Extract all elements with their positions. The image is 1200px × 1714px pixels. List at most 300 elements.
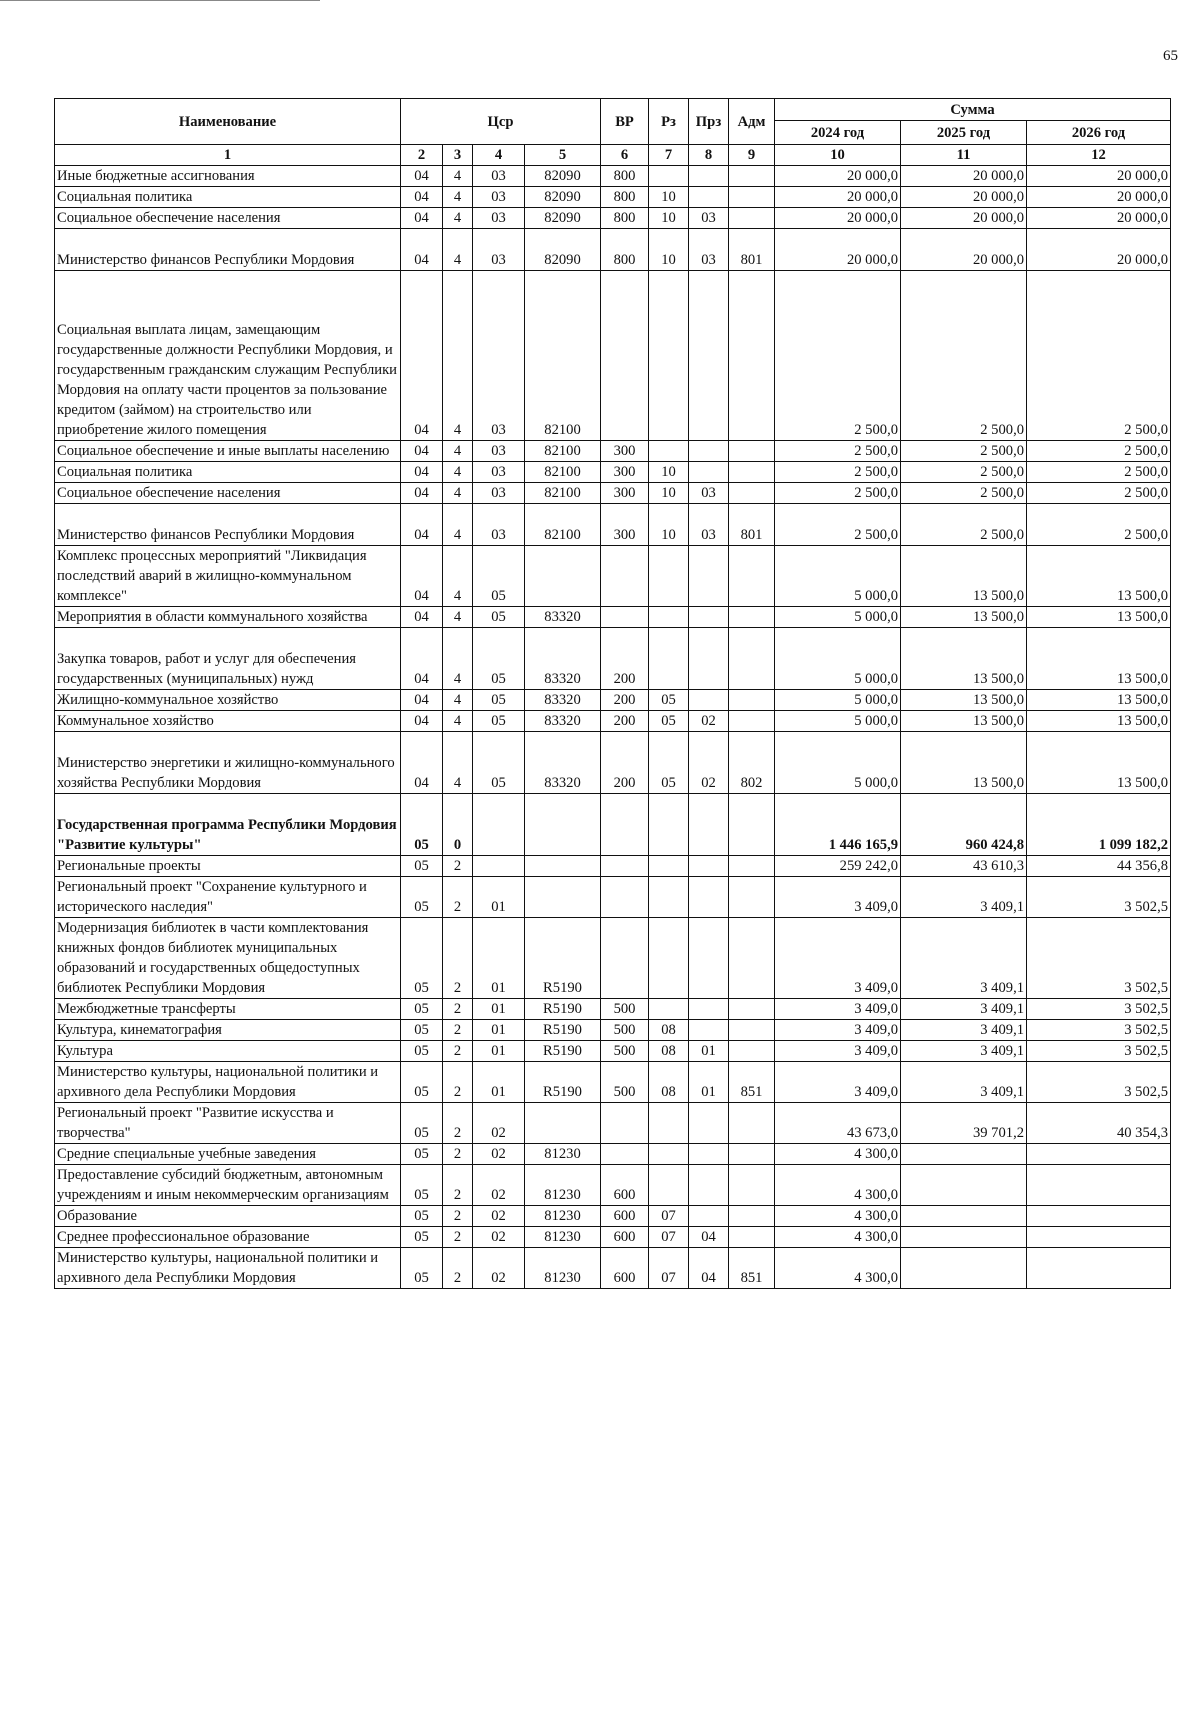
cell-csr-event: 01 [473,999,525,1020]
table-row [55,711,1171,732]
cell-vr: 300 [601,441,649,462]
cell-rz: 07 [649,1206,689,1227]
cell-rz: 10 [649,483,689,504]
cell-name: Иные бюджетные ассигнования [55,166,401,187]
cell-prz: 04 [689,1227,729,1248]
cell-sum-2026: 3 502,5 [1027,999,1171,1020]
cell-rz [649,166,689,187]
cell-prz [689,441,729,462]
cell-adm [729,1206,775,1227]
cell-csr-event [473,856,525,877]
cell-csr-event: 05 [473,628,525,690]
column-number-row [55,145,1171,166]
cell-csr-event: 05 [473,690,525,711]
cell-rz: 07 [649,1227,689,1248]
cell-csr-subprogram: 4 [443,546,473,607]
cell-csr-event: 01 [473,1020,525,1041]
table-row [55,877,1171,918]
table-row [55,732,1171,794]
cell-name: Модернизация библиотек в части комплектования книжных фондов библиотек муниципальных образований и государственных общедоступных библиотек Республики Мордовия [55,918,401,999]
table-row [55,462,1171,483]
cell-csr-subprogram: 4 [443,229,473,271]
cell-prz [689,877,729,918]
cell-sum-2024: 5 000,0 [775,711,901,732]
cell-csr-event: 02 [473,1206,525,1227]
cell-sum-2024: 4 300,0 [775,1227,901,1248]
cell-csr-subprogram: 4 [443,271,473,441]
cell-prz [689,607,729,628]
header-prz: Прз [689,99,729,145]
cell-csr-subprogram: 2 [443,1248,473,1289]
cell-sum-2026: 13 500,0 [1027,690,1171,711]
cell-csr-direction: R5190 [525,999,601,1020]
cell-name: Министерство финансов Республики Мордовия [55,504,401,546]
cell-sum-2026: 2 500,0 [1027,504,1171,546]
col-number: 7 [649,145,689,166]
col-number: 9 [729,145,775,166]
cell-csr-program: 04 [401,690,443,711]
cell-csr-event: 02 [473,1103,525,1144]
cell-rz: 10 [649,208,689,229]
cell-csr-subprogram: 4 [443,462,473,483]
cell-csr-direction [525,546,601,607]
cell-name: Среднее профессиональное образование [55,1227,401,1248]
cell-csr-direction: 81230 [525,1144,601,1165]
cell-rz [649,877,689,918]
cell-prz [689,1144,729,1165]
cell-csr-direction: 82090 [525,187,601,208]
cell-adm [729,166,775,187]
cell-csr-direction: 82090 [525,166,601,187]
cell-sum-2024: 1 446 165,9 [775,794,901,856]
cell-csr-program: 04 [401,504,443,546]
cell-adm [729,918,775,999]
cell-name: Социальное обеспечение населения [55,208,401,229]
cell-csr-program: 04 [401,628,443,690]
cell-name: Региональные проекты [55,856,401,877]
cell-sum-2026: 2 500,0 [1027,271,1171,441]
cell-adm [729,1103,775,1144]
cell-adm [729,628,775,690]
cell-vr [601,1103,649,1144]
header-rz: Рз [649,99,689,145]
cell-rz [649,1165,689,1206]
cell-csr-subprogram: 4 [443,607,473,628]
col-number: 8 [689,145,729,166]
cell-csr-direction: 82100 [525,462,601,483]
cell-csr-subprogram: 2 [443,856,473,877]
cell-prz [689,999,729,1020]
cell-name: Культура [55,1041,401,1062]
cell-vr: 600 [601,1165,649,1206]
cell-csr-event: 03 [473,208,525,229]
cell-sum-2024: 4 300,0 [775,1165,901,1206]
cell-sum-2025: 2 500,0 [901,441,1027,462]
cell-sum-2026: 1 099 182,2 [1027,794,1171,856]
cell-adm [729,1227,775,1248]
cell-rz: 10 [649,504,689,546]
cell-sum-2024: 4 300,0 [775,1248,901,1289]
cell-csr-direction [525,877,601,918]
table-row [55,1227,1171,1248]
cell-csr-program: 05 [401,1103,443,1144]
cell-prz [689,856,729,877]
cell-sum-2025: 2 500,0 [901,483,1027,504]
cell-sum-2025 [901,1227,1027,1248]
cell-name: Межбюджетные трансферты [55,999,401,1020]
cell-csr-event: 02 [473,1248,525,1289]
cell-adm [729,856,775,877]
cell-vr: 200 [601,711,649,732]
cell-csr-event: 05 [473,732,525,794]
cell-prz: 02 [689,732,729,794]
cell-sum-2024: 5 000,0 [775,690,901,711]
cell-sum-2024: 3 409,0 [775,999,901,1020]
cell-csr-subprogram: 2 [443,999,473,1020]
cell-name: Комплекс процессных мероприятий "Ликвидация последствий аварий в жилищно-коммунальном комплексе" [55,546,401,607]
cell-csr-event: 01 [473,877,525,918]
cell-sum-2025: 3 409,1 [901,999,1027,1020]
cell-sum-2026: 13 500,0 [1027,711,1171,732]
cell-name: Министерство энергетики и жилищно-коммунального хозяйства Республики Мордовия [55,732,401,794]
cell-csr-program: 05 [401,1041,443,1062]
cell-adm: 802 [729,732,775,794]
cell-adm [729,187,775,208]
cell-csr-subprogram: 2 [443,1227,473,1248]
cell-name: Региональный проект "Сохранение культурного и исторического наследия" [55,877,401,918]
cell-name: Мероприятия в области коммунального хозяйства [55,607,401,628]
cell-rz: 10 [649,187,689,208]
cell-sum-2025: 13 500,0 [901,546,1027,607]
cell-rz: 05 [649,690,689,711]
cell-csr-event: 01 [473,1041,525,1062]
cell-sum-2024: 5 000,0 [775,546,901,607]
cell-name: Культура, кинематография [55,1020,401,1041]
cell-csr-subprogram: 2 [443,1206,473,1227]
col-number: 10 [775,145,901,166]
header-year-2024: 2024 год [775,121,901,145]
cell-csr-subprogram: 4 [443,732,473,794]
cell-sum-2024: 3 409,0 [775,918,901,999]
cell-csr-program: 05 [401,794,443,856]
cell-prz [689,462,729,483]
cell-csr-program: 05 [401,1020,443,1041]
cell-sum-2025: 3 409,1 [901,1020,1027,1041]
cell-rz: 05 [649,732,689,794]
cell-sum-2025: 3 409,1 [901,918,1027,999]
cell-adm: 851 [729,1248,775,1289]
cell-sum-2025: 20 000,0 [901,229,1027,271]
cell-sum-2025: 20 000,0 [901,166,1027,187]
cell-prz [689,187,729,208]
cell-csr-subprogram: 4 [443,166,473,187]
cell-csr-direction: 83320 [525,628,601,690]
cell-vr [601,271,649,441]
col-number: 1 [55,145,401,166]
cell-name: Коммунальное хозяйство [55,711,401,732]
cell-adm [729,877,775,918]
cell-sum-2026: 13 500,0 [1027,732,1171,794]
cell-rz [649,271,689,441]
col-number: 12 [1027,145,1171,166]
cell-name: Социальное обеспечение населения [55,483,401,504]
cell-sum-2025: 13 500,0 [901,711,1027,732]
cell-vr: 800 [601,229,649,271]
cell-rz: 08 [649,1020,689,1041]
cell-vr: 500 [601,1062,649,1103]
cell-csr-program: 05 [401,999,443,1020]
cell-sum-2026 [1027,1227,1171,1248]
cell-csr-direction: 82090 [525,229,601,271]
cell-sum-2026: 20 000,0 [1027,208,1171,229]
cell-vr [601,1144,649,1165]
cell-csr-event: 02 [473,1165,525,1206]
cell-csr-subprogram: 2 [443,918,473,999]
cell-csr-program: 05 [401,1248,443,1289]
cell-csr-event: 01 [473,918,525,999]
cell-csr-program: 05 [401,1062,443,1103]
cell-sum-2026: 20 000,0 [1027,187,1171,208]
cell-vr: 300 [601,462,649,483]
cell-sum-2025: 2 500,0 [901,271,1027,441]
cell-csr-subprogram: 4 [443,187,473,208]
cell-prz [689,918,729,999]
cell-name: Социальная политика [55,462,401,483]
cell-rz [649,607,689,628]
cell-prz [689,1165,729,1206]
cell-csr-event: 03 [473,441,525,462]
cell-rz: 07 [649,1248,689,1289]
cell-rz: 05 [649,711,689,732]
cell-sum-2026: 3 502,5 [1027,918,1171,999]
cell-rz: 10 [649,462,689,483]
cell-vr [601,877,649,918]
cell-sum-2024: 20 000,0 [775,208,901,229]
cell-csr-direction: 82100 [525,483,601,504]
cell-vr: 500 [601,999,649,1020]
cell-prz: 04 [689,1248,729,1289]
cell-vr [601,918,649,999]
cell-csr-program: 04 [401,607,443,628]
cell-csr-program: 04 [401,271,443,441]
cell-csr-program: 04 [401,166,443,187]
cell-csr-subprogram: 2 [443,1103,473,1144]
cell-prz: 02 [689,711,729,732]
cell-sum-2025: 13 500,0 [901,690,1027,711]
cell-sum-2026: 20 000,0 [1027,166,1171,187]
cell-sum-2024: 20 000,0 [775,229,901,271]
cell-name: Жилищно-коммунальное хозяйство [55,690,401,711]
cell-sum-2025 [901,1206,1027,1227]
cell-prz [689,1206,729,1227]
cell-prz [689,1103,729,1144]
header-csr: Цср [401,99,601,145]
cell-prz: 03 [689,483,729,504]
cell-sum-2026: 2 500,0 [1027,441,1171,462]
cell-sum-2026: 3 502,5 [1027,1062,1171,1103]
header-year-2026: 2026 год [1027,121,1171,145]
cell-sum-2025: 13 500,0 [901,628,1027,690]
scan-edge-line [0,0,320,1]
cell-adm [729,711,775,732]
cell-sum-2026 [1027,1248,1171,1289]
cell-vr [601,794,649,856]
cell-sum-2024: 4 300,0 [775,1206,901,1227]
cell-csr-program: 04 [401,732,443,794]
cell-csr-direction: 82100 [525,441,601,462]
cell-vr: 300 [601,483,649,504]
cell-csr-direction: 82100 [525,504,601,546]
cell-sum-2024: 259 242,0 [775,856,901,877]
cell-sum-2026: 40 354,3 [1027,1103,1171,1144]
cell-sum-2025: 20 000,0 [901,187,1027,208]
cell-adm: 801 [729,229,775,271]
cell-sum-2024: 43 673,0 [775,1103,901,1144]
cell-sum-2024: 20 000,0 [775,166,901,187]
cell-sum-2025: 960 424,8 [901,794,1027,856]
cell-csr-direction: 82100 [525,271,601,441]
col-number: 3 [443,145,473,166]
cell-vr: 800 [601,208,649,229]
cell-sum-2025 [901,1144,1027,1165]
table-row [55,483,1171,504]
cell-sum-2025: 43 610,3 [901,856,1027,877]
cell-adm [729,546,775,607]
cell-csr-direction: 83320 [525,711,601,732]
cell-sum-2025: 20 000,0 [901,208,1027,229]
cell-csr-program: 04 [401,711,443,732]
cell-csr-direction [525,856,601,877]
cell-vr [601,856,649,877]
table-row [55,187,1171,208]
cell-prz [689,628,729,690]
cell-csr-event: 03 [473,483,525,504]
cell-sum-2026: 2 500,0 [1027,462,1171,483]
cell-sum-2026: 44 356,8 [1027,856,1171,877]
cell-csr-subprogram: 4 [443,504,473,546]
cell-prz [689,794,729,856]
cell-adm: 851 [729,1062,775,1103]
cell-rz [649,441,689,462]
cell-csr-program: 04 [401,462,443,483]
cell-vr: 600 [601,1227,649,1248]
cell-name: Социальная политика [55,187,401,208]
cell-csr-subprogram: 4 [443,628,473,690]
cell-csr-program: 05 [401,856,443,877]
cell-vr: 200 [601,732,649,794]
cell-sum-2026: 13 500,0 [1027,607,1171,628]
cell-sum-2026: 3 502,5 [1027,1020,1171,1041]
cell-adm [729,208,775,229]
cell-vr [601,546,649,607]
col-number: 11 [901,145,1027,166]
cell-sum-2025 [901,1165,1027,1206]
cell-rz [649,1144,689,1165]
cell-vr: 800 [601,187,649,208]
cell-csr-program: 04 [401,441,443,462]
cell-sum-2024: 2 500,0 [775,483,901,504]
cell-prz: 03 [689,504,729,546]
cell-sum-2024: 3 409,0 [775,1020,901,1041]
cell-sum-2025: 3 409,1 [901,1062,1027,1103]
table-row [55,1248,1171,1289]
cell-sum-2026: 3 502,5 [1027,1041,1171,1062]
cell-name: Министерство культуры, национальной политики и архивного дела Республики Мордовия [55,1248,401,1289]
table-row [55,1062,1171,1103]
cell-adm [729,483,775,504]
cell-adm: 801 [729,504,775,546]
cell-vr: 500 [601,1020,649,1041]
cell-csr-subprogram: 4 [443,208,473,229]
header-sum: Сумма [775,99,1171,121]
cell-sum-2025: 2 500,0 [901,462,1027,483]
table-row [55,1206,1171,1227]
cell-vr: 600 [601,1206,649,1227]
cell-adm [729,271,775,441]
cell-csr-event [473,794,525,856]
table-row [55,1165,1171,1206]
cell-sum-2024: 5 000,0 [775,607,901,628]
cell-csr-subprogram: 2 [443,1062,473,1103]
cell-sum-2025: 13 500,0 [901,732,1027,794]
cell-prz: 01 [689,1062,729,1103]
cell-adm [729,690,775,711]
cell-csr-subprogram: 4 [443,483,473,504]
cell-csr-program: 05 [401,877,443,918]
cell-csr-event: 02 [473,1227,525,1248]
cell-name: Министерство культуры, национальной политики и архивного дела Республики Мордовия [55,1062,401,1103]
cell-sum-2024: 5 000,0 [775,628,901,690]
table-row [55,1041,1171,1062]
cell-csr-event: 03 [473,229,525,271]
table-row [55,999,1171,1020]
cell-csr-event: 05 [473,546,525,607]
cell-vr [601,607,649,628]
cell-name: Образование [55,1206,401,1227]
page-number: 65 [1163,48,1178,64]
cell-rz [649,628,689,690]
cell-prz [689,1020,729,1041]
table-row [55,229,1171,271]
cell-adm [729,441,775,462]
table-row [55,1103,1171,1144]
cell-rz: 10 [649,229,689,271]
cell-vr: 200 [601,628,649,690]
cell-csr-program: 04 [401,208,443,229]
cell-rz [649,1103,689,1144]
cell-adm [729,794,775,856]
cell-prz [689,690,729,711]
cell-sum-2024: 5 000,0 [775,732,901,794]
table-row [55,441,1171,462]
cell-rz [649,794,689,856]
cell-name: Региональный проект "Развитие искусства и творчества" [55,1103,401,1144]
cell-csr-event: 03 [473,166,525,187]
cell-sum-2025: 3 409,1 [901,877,1027,918]
cell-rz [649,546,689,607]
cell-adm [729,1041,775,1062]
cell-csr-subprogram: 2 [443,1165,473,1206]
cell-sum-2024: 2 500,0 [775,441,901,462]
cell-csr-direction: 81230 [525,1248,601,1289]
header-adm: Адм [729,99,775,145]
cell-csr-subprogram: 4 [443,711,473,732]
col-number: 4 [473,145,525,166]
cell-csr-event: 03 [473,504,525,546]
cell-rz [649,999,689,1020]
cell-csr-direction: R5190 [525,918,601,999]
cell-csr-direction [525,794,601,856]
